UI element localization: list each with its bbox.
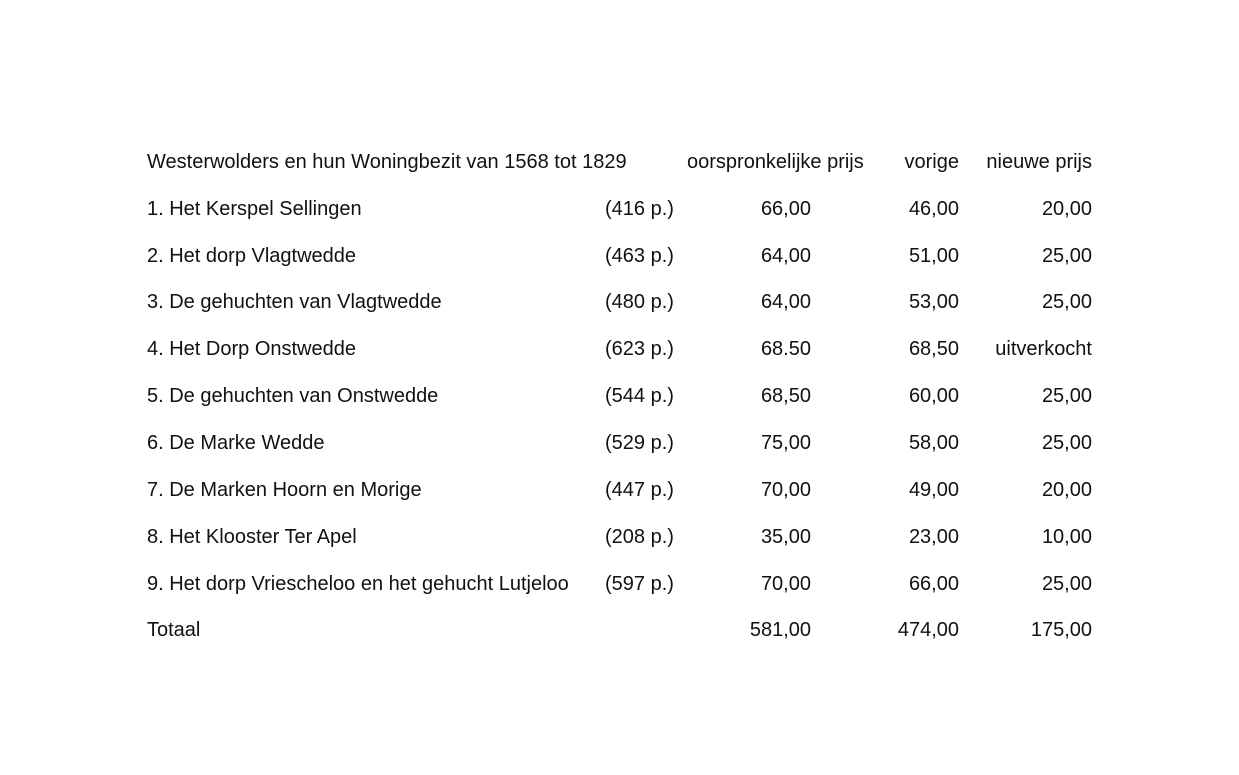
header-row xyxy=(0,147,1239,177)
row-original-price: 64,00 xyxy=(760,245,811,267)
table-row xyxy=(0,381,1239,411)
row-new-price: 25,00 xyxy=(1041,245,1092,267)
row-new-price: 10,00 xyxy=(1041,526,1092,548)
table-row xyxy=(0,194,1239,224)
table-row xyxy=(0,522,1239,552)
row-previous-price: 46,00 xyxy=(908,198,959,220)
column-header-new-price: nieuwe prijs xyxy=(986,151,1092,173)
row-pages: (480 p.) xyxy=(605,291,674,313)
total-row xyxy=(0,615,1239,645)
row-name: 2. Het dorp Vlagtwedde xyxy=(147,245,357,267)
table-row xyxy=(0,475,1239,505)
row-name: 3. De gehuchten van Vlagtwedde xyxy=(147,291,442,313)
row-new-price: 20,00 xyxy=(1041,198,1092,220)
column-header-original-price: oorspronkelijke prijs xyxy=(687,151,864,173)
table-row xyxy=(0,334,1239,364)
row-pages: (544 p.) xyxy=(605,385,674,407)
document-title: Westerwolders en hun Woningbezit van 1568 tot 1829 xyxy=(147,151,627,173)
row-new-price: 25,00 xyxy=(1041,573,1092,595)
row-pages: (623 p.) xyxy=(605,338,674,360)
row-name: 9. Het dorp Vriescheloo en het gehucht Lutjeloo xyxy=(147,573,569,595)
row-original-price: 35,00 xyxy=(760,526,811,548)
row-name: 1. Het Kerspel Sellingen xyxy=(147,198,362,220)
total-original-price: 581,00 xyxy=(749,619,811,641)
table-row xyxy=(0,287,1239,317)
table-row xyxy=(0,428,1239,458)
total-previous-price: 474,00 xyxy=(897,619,959,641)
row-pages: (416 p.) xyxy=(605,198,674,220)
row-pages: (597 p.) xyxy=(605,573,674,595)
row-previous-price: 68,50 xyxy=(908,338,959,360)
row-name: 4. Het Dorp Onstwedde xyxy=(147,338,356,360)
table-row xyxy=(0,241,1239,271)
row-name: 8. Het Klooster Ter Apel xyxy=(147,526,357,548)
row-previous-price: 66,00 xyxy=(908,573,959,595)
total-label: Totaal xyxy=(147,619,201,641)
row-name: 5. De gehuchten van Onstwedde xyxy=(147,385,439,407)
row-pages: (529 p.) xyxy=(605,432,674,454)
row-previous-price: 53,00 xyxy=(908,291,959,313)
row-new-price: uitverkocht xyxy=(995,338,1092,360)
row-pages: (208 p.) xyxy=(605,526,674,548)
row-new-price: 25,00 xyxy=(1041,291,1092,313)
row-original-price: 68.50 xyxy=(760,338,811,360)
table-row xyxy=(0,569,1239,599)
row-previous-price: 60,00 xyxy=(908,385,959,407)
column-header-previous-price: vorige xyxy=(904,151,959,173)
row-new-price: 25,00 xyxy=(1041,432,1092,454)
row-previous-price: 58,00 xyxy=(908,432,959,454)
total-new-price: 175,00 xyxy=(1030,619,1092,641)
row-new-price: 25,00 xyxy=(1041,385,1092,407)
row-name: 6. De Marke Wedde xyxy=(147,432,325,454)
row-original-price: 66,00 xyxy=(760,198,811,220)
row-previous-price: 49,00 xyxy=(908,479,959,501)
row-previous-price: 23,00 xyxy=(908,526,959,548)
row-original-price: 75,00 xyxy=(760,432,811,454)
row-pages: (447 p.) xyxy=(605,479,674,501)
row-original-price: 70,00 xyxy=(760,479,811,501)
row-new-price: 20,00 xyxy=(1041,479,1092,501)
row-previous-price: 51,00 xyxy=(908,245,959,267)
row-original-price: 68,50 xyxy=(760,385,811,407)
row-pages: (463 p.) xyxy=(605,245,674,267)
row-original-price: 64,00 xyxy=(760,291,811,313)
row-original-price: 70,00 xyxy=(760,573,811,595)
row-name: 7. De Marken Hoorn en Morige xyxy=(147,479,422,501)
